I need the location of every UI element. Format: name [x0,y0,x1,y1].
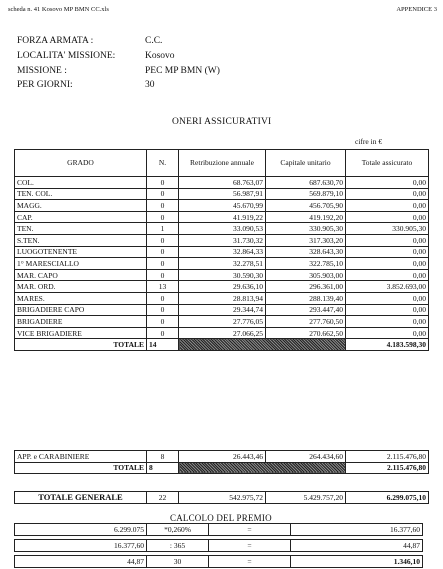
calc-equals: = [209,524,291,536]
file-name: scheda n. 41 Kosovo MP BMN CC.xls [8,6,109,13]
salary-cell: 45.670,99 [179,200,266,212]
info-value: 30 [145,80,155,90]
grand-total-label: TOTALE GENERALE [15,492,147,504]
grade-cell: TEN. COL. [15,188,147,200]
calc-operand: 16.377,60 [15,540,147,552]
capital-cell: 328.643,30 [266,246,346,258]
grand-total-row [15,492,429,504]
column-header: N. [147,150,179,177]
salary-cell: 32.864,33 [179,246,266,258]
grade-cell: VICE BRIGADIERE [15,327,147,339]
capital-cell: 687.630,70 [266,177,346,189]
salary-cell: 27.066,25 [179,327,266,339]
salary-cell: 28.813,94 [179,292,266,304]
column-header: Capitale unitario [266,150,346,177]
calc-row [15,524,423,536]
total-cell: 0,00 [346,269,429,281]
table-row [15,292,429,304]
grade-cell: TEN. [15,223,147,235]
count-cell: 0 [147,188,179,200]
salary-cell: 56.987,91 [179,188,266,200]
total-cell: 0,00 [346,327,429,339]
info-label: PER GIORNI: [17,80,73,90]
info-value: C.C. [145,36,163,46]
total-cell: 2.115.476,80 [346,451,429,463]
grade-cell: MAGG. [15,200,147,212]
grand-total-count: 22 [147,492,179,504]
total-cell: 3.852.693,00 [346,281,429,293]
info-value: PEC MP BMN (W) [145,66,220,76]
grand-total-salary: 542.975,72 [179,492,266,504]
grade-cell: MAR. CAPO [15,269,147,281]
salary-cell: 41.919,22 [179,211,266,223]
table-row [15,234,429,246]
table-row [15,327,429,339]
count-cell: 0 [147,269,179,281]
total-cell: 0,00 [346,246,429,258]
calc-row [15,540,423,552]
calc-result: 44,87 [291,540,423,552]
info-value: Kosovo [145,51,175,61]
count-cell: 0 [147,304,179,316]
calc-equals: = [209,556,291,568]
total-cell: 0,00 [346,177,429,189]
grade-cell: BRIGADIERE CAPO [15,304,147,316]
table-body [15,177,429,339]
calc-equals: = [209,540,291,552]
capital-cell: 456.705,90 [266,200,346,212]
subtotal-count: 14 [147,339,179,351]
total-cell: 0,00 [346,211,429,223]
count-cell: 13 [147,281,179,293]
grade-cell: APP. e CARABINIERE [15,451,147,463]
capital-cell: 264.434,60 [266,451,346,463]
table-row [15,200,429,212]
table-row [15,451,429,463]
hatched-cell [179,339,346,351]
calc-operand: 6.299.075 [15,524,147,536]
salary-cell: 68.763,07 [179,177,266,189]
capital-cell: 277.760,50 [266,316,346,328]
currency-note: cifre in € [355,137,383,146]
calc-title: CALCOLO DEL PREMIO [170,513,272,523]
carabiniere-table [14,450,429,474]
total-cell: 0,00 [346,304,429,316]
grand-total-capital: 5.429.757,20 [266,492,346,504]
count-cell: 0 [147,234,179,246]
calc-row [15,556,423,568]
subtotal-count: 8 [147,462,179,474]
capital-cell: 330.905,30 [266,223,346,235]
section-title: ONERI ASSICURATIVI [172,117,272,127]
subtotal-label: TOTALE [15,462,147,474]
subtotal-row [15,462,429,474]
capital-cell: 296.361,00 [266,281,346,293]
salary-cell: 26.443,46 [179,451,266,463]
grade-cell: MARES. [15,292,147,304]
table-row [15,177,429,189]
calc-result: 16.377,60 [291,524,423,536]
total-cell: 330.905,30 [346,223,429,235]
total-cell: 0,00 [346,258,429,270]
table-row [15,269,429,281]
table-row [15,281,429,293]
calc-table-2 [14,539,423,552]
count-cell: 0 [147,246,179,258]
subtotal-amount: 4.183.598,30 [346,339,429,351]
salary-cell: 31.730,32 [179,234,266,246]
total-cell: 0,00 [346,200,429,212]
column-header: Retribuzione annuale [179,150,266,177]
capital-cell: 419.192,20 [266,211,346,223]
capital-cell: 270.662,50 [266,327,346,339]
table-row [15,211,429,223]
salary-cell: 29.344,74 [179,304,266,316]
count-cell: 8 [147,451,179,463]
table-row [15,246,429,258]
grade-cell: BRIGADIERE [15,316,147,328]
table-row [15,304,429,316]
capital-cell: 305.903,00 [266,269,346,281]
total-cell: 0,00 [346,316,429,328]
calc-operator: 30 [147,556,209,568]
count-cell: 1 [147,223,179,235]
count-cell: 0 [147,258,179,270]
hatched-cell [179,462,346,474]
calc-operand: 44,87 [15,556,147,568]
column-header: Totale assicurato [346,150,429,177]
count-cell: 0 [147,211,179,223]
grand-total-table [14,491,429,504]
table-header-row [15,150,429,177]
table-row [15,316,429,328]
capital-cell: 569.879,10 [266,188,346,200]
appendix-label: APPENDICE 3 [396,6,437,13]
total-cell: 0,00 [346,292,429,304]
calc-result: 1.346,10 [291,556,423,568]
grade-cell: 1° MARESCIALLO [15,258,147,270]
count-cell: 0 [147,200,179,212]
total-cell: 0,00 [346,188,429,200]
calc-operator: : 365 [147,540,209,552]
grand-total-amount: 6.299.075,10 [346,492,429,504]
table-row [15,188,429,200]
salary-cell: 29.636,10 [179,281,266,293]
info-label: MISSIONE : [17,66,67,76]
subtotal-label: TOTALE [15,339,147,351]
salary-cell: 27.776,05 [179,316,266,328]
grade-cell: MAR. ORD. [15,281,147,293]
total-cell: 0,00 [346,234,429,246]
capital-cell: 317.303,20 [266,234,346,246]
info-label: LOCALITA' MISSIONE: [17,51,116,61]
column-header: GRADO [15,150,147,177]
capital-cell: 288.139,40 [266,292,346,304]
info-label: FORZA ARMATA : [17,36,94,46]
table-row [15,223,429,235]
capital-cell: 293.447,40 [266,304,346,316]
grade-cell: CAP. [15,211,147,223]
calc-operator: *0,260% [147,524,209,536]
insurance-table [14,149,429,351]
salary-cell: 32.278,51 [179,258,266,270]
calc-table-1 [14,523,423,536]
table-row [15,258,429,270]
count-cell: 0 [147,316,179,328]
grade-cell: S.TEN. [15,234,147,246]
grade-cell: COL. [15,177,147,189]
count-cell: 0 [147,292,179,304]
count-cell: 0 [147,177,179,189]
salary-cell: 30.590,30 [179,269,266,281]
capital-cell: 322.785,10 [266,258,346,270]
grade-cell: LUOGOTENENTE [15,246,147,258]
subtotal-amount: 2.115.476,80 [346,462,429,474]
salary-cell: 33.090,53 [179,223,266,235]
calc-table-3 [14,555,423,568]
count-cell: 0 [147,327,179,339]
subtotal-row [15,339,429,351]
